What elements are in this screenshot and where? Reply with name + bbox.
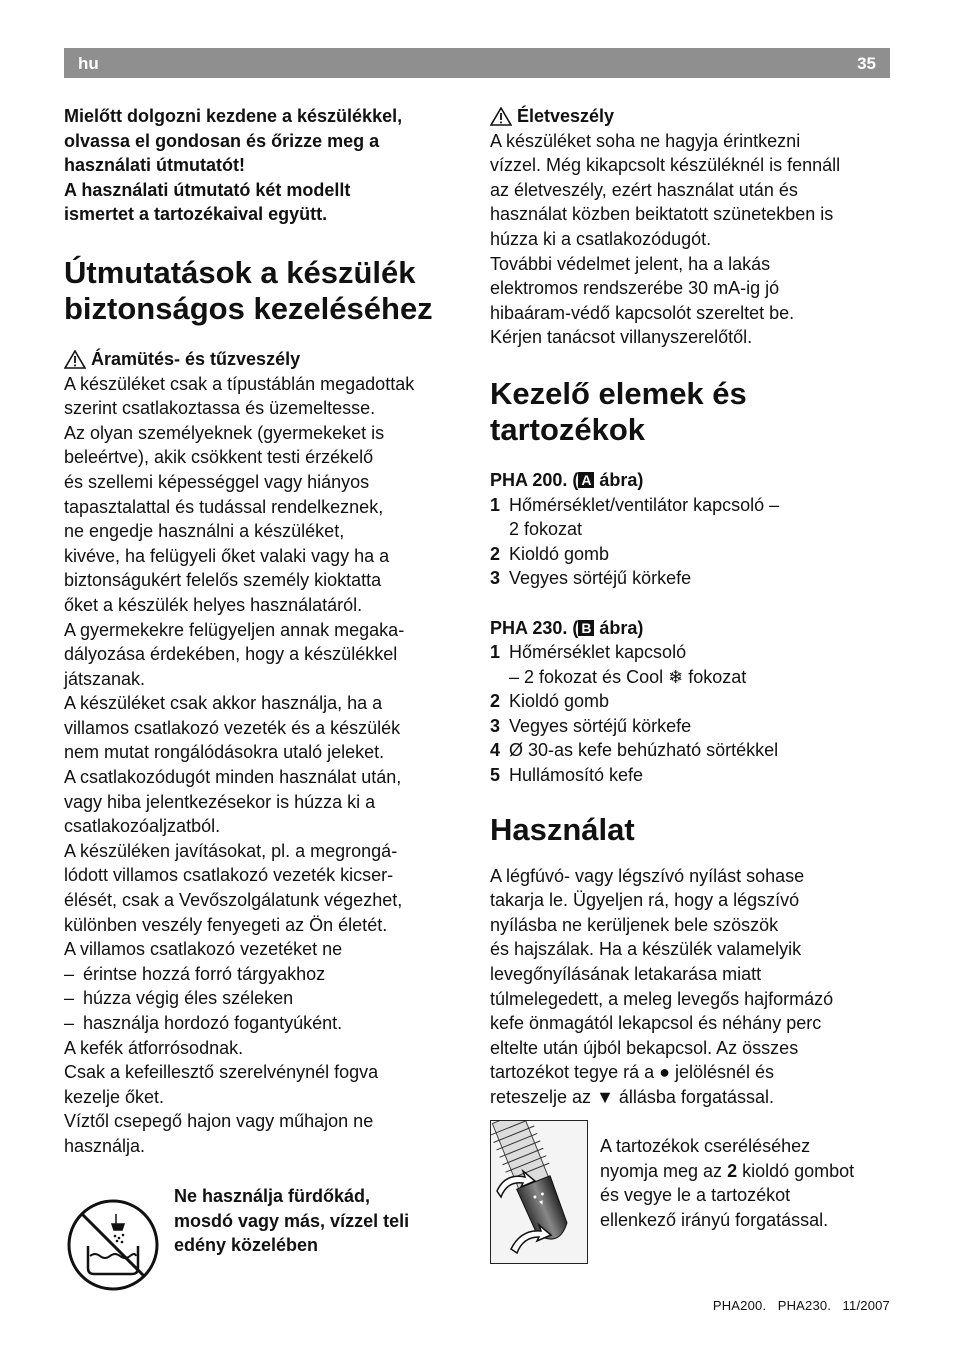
pha200-label-post: ábra) (594, 469, 644, 490)
body-line: játszanak. (64, 668, 146, 689)
body-line: Az olyan személyeknek (gyermekeket is (64, 422, 385, 443)
usage-title: Használat (490, 811, 635, 847)
intro-line: használati útmutatót! (64, 155, 246, 176)
body-line (490, 1060, 892, 1085)
body-line: különben veszély fenyegeti az Ön életét. (64, 914, 388, 935)
item-number: 2 (490, 691, 501, 712)
item-text: Vegyes sörtéjű körkefe (509, 568, 692, 589)
item-text: Ø 30-as kefe behúzható sörtékkel (509, 740, 779, 761)
list-item: – húzza végig éles széleken (64, 986, 464, 1011)
dot-marker-icon: ● (659, 1062, 670, 1083)
list-item (490, 738, 892, 763)
footer-model-date: PHA200. PHA230. 11/2007 (712, 1298, 890, 1313)
life-danger-warning-heading (490, 104, 892, 129)
body-line: A kefék átforrósodnak. (64, 1037, 244, 1058)
item-sub-pre: – 2 fokozat és Cool (509, 666, 669, 687)
item-text: 2 fokozat (509, 519, 583, 540)
brush-text-pre: nyomja meg az (600, 1160, 728, 1181)
body-line: eltelte után újból bekapcsol. Az összes (490, 1037, 799, 1058)
body-line: használat közben beiktatott szünetekben is (490, 204, 834, 225)
item-number: 5 (490, 765, 501, 786)
pha230-label-pre: PHA 230. ( (490, 617, 579, 638)
body-line: További védelmet jelent, ha a lakás (490, 253, 771, 274)
brush-text-post: kioldó gombot (737, 1160, 855, 1181)
body-line: tapasztalattal és tudással rendelkeznek, (64, 496, 384, 517)
body-line: Csak a kefeillesztő szerelvénynél fogva (64, 1062, 379, 1083)
usage-line9-post: jelölésnél és (669, 1062, 775, 1083)
controls-title (490, 376, 892, 448)
usage-line10-post: állásba forgatással. (613, 1087, 774, 1107)
bathtub-warning (174, 1184, 409, 1258)
item-number: 3 (490, 568, 501, 589)
list-item-text: érintse hozzá forró tárgyakhoz (83, 963, 326, 984)
body-line: kefe önmagától lekapcsol és néhány perc (490, 1013, 822, 1034)
list-item: – érintse hozzá forró tárgyakhoz (64, 962, 464, 987)
safety-body-2 (64, 1036, 464, 1159)
brush-change-illustration (490, 1120, 588, 1264)
brush-text-line: és vegye le a tartozékot (600, 1185, 791, 1206)
brush-drawing (491, 1121, 587, 1263)
body-line: villamos csatlakozó vezeték és a készülék (64, 717, 401, 738)
item-text: Kioldó gomb (509, 691, 610, 712)
pha230-label (490, 616, 892, 641)
item-number: 2 (490, 543, 501, 564)
shock-fire-warning-heading (64, 347, 464, 372)
warning-heading-text: Életveszély (517, 106, 615, 126)
intro-line: olvassa el gondosan és őrizze meg a (64, 130, 380, 151)
cord-dash-list (64, 962, 464, 1036)
release-button-number: 2 (727, 1160, 738, 1181)
warning-heading-text: Áramütés- és tűzveszély (91, 348, 301, 369)
body-line: nyílásba ne kerüljenek bele szöszök (490, 914, 779, 935)
body-line: A készüléket soha ne hagyja érintkezni (490, 130, 801, 151)
safety-body (64, 372, 464, 962)
list-item (490, 517, 892, 542)
pha230-label-post: ábra) (594, 617, 644, 638)
body-line: takarja le. Ügyeljen rá, hogy a légszívó (490, 890, 800, 911)
list-item-sub (490, 665, 892, 690)
usage-line10-pre: reteszelje az (490, 1087, 597, 1107)
body-line: használja. (64, 1135, 146, 1156)
body-line (490, 1085, 892, 1110)
body-line: A készüléket csak akkor használja, ha a (64, 693, 383, 714)
left-column (64, 104, 464, 1159)
brush-text-line: A tartozékok cseréléséhez (600, 1136, 811, 1156)
life-danger-body (490, 129, 892, 350)
brush-text-line: ellenkező irányú forgatással. (600, 1209, 829, 1230)
safety-title-line: biztonságos kezeléséhez (64, 290, 433, 326)
body-line: kivéve, ha felügyeli őket valaki vagy ha a (64, 545, 390, 566)
list-item (490, 493, 892, 518)
pha200-label-pre: PHA 200. ( (490, 469, 579, 490)
list-item: 1 Hőmérséklet kapcsoló (490, 640, 892, 665)
figure-letter-b: B (578, 620, 594, 636)
body-line: A villamos csatlakozó vezetéket ne (64, 939, 343, 960)
brush-change-instructions (600, 1134, 854, 1232)
item-number: 4 (490, 740, 501, 761)
usage-body (490, 864, 892, 1110)
warning-triangle-icon (64, 350, 86, 369)
bathtub-warning-line: mosdó vagy más, vízzel teli (174, 1210, 410, 1231)
brush-text-line (600, 1159, 854, 1184)
body-line: Kérjen tanácsot villanyszerelőtől. (490, 327, 753, 348)
intro-line: ismertet a tartozékaival együtt. (64, 204, 328, 225)
body-line: Víztől csepegő hajon vagy műhajon ne (64, 1111, 374, 1132)
no-bathtub-icon (66, 1198, 160, 1292)
body-line: és szellemi képességgel vagy hiányos (64, 471, 370, 492)
body-line: vízzel. Még kikapcsolt készüléknél is fennáll (490, 155, 841, 176)
header-bar (64, 48, 890, 78)
item-text: Hullámosító kefe (509, 765, 644, 786)
safety-title-line: Útmutatások a készülék (64, 254, 416, 290)
intro-text (64, 104, 464, 227)
item-number: 3 (490, 715, 501, 736)
body-line: A készüléket csak a típustáblán megadottak (64, 373, 415, 394)
body-line: elektromos rendszerébe 30 mA-ig jó (490, 278, 780, 299)
body-line: kezelje őket. (64, 1086, 165, 1107)
body-line: ne engedje használni a készüléket, (64, 521, 345, 542)
snowflake-icon: ❄ (668, 666, 684, 687)
lock-triangle-icon: ▼ (596, 1087, 614, 1107)
body-line: A légfúvó- vagy légszívó nyílást sohase (490, 865, 805, 886)
figure-letter-a: A (578, 472, 594, 488)
controls-title-line: tartozékok (490, 411, 646, 447)
body-line: hibaáram-védő kapcsolót szereltet be. (490, 302, 795, 323)
body-line: vagy hiba jelentkezésekor is húzza ki a (64, 791, 376, 812)
list-item (490, 689, 892, 714)
body-line: csatlakozóaljzatból. (64, 816, 221, 837)
body-line: szerint csatlakoztassa és üzemeltesse. (64, 398, 376, 419)
page-number: 35 (857, 54, 876, 73)
warning-triangle-icon (490, 107, 512, 126)
intro-line: Mielőtt dolgozni kezdene a készülékkel, (64, 106, 403, 126)
body-line: dályozása érdekében, hogy a készülékkel (64, 644, 398, 665)
body-line: A gyermekekre felügyeljen annak megaka- (64, 619, 405, 640)
pha200-list (490, 493, 892, 591)
item-sub-post: fokozat (683, 666, 747, 687)
list-item (490, 714, 892, 739)
bathtub-warning-line: Ne használja fürdőkád, (174, 1186, 371, 1206)
pha230-list (490, 640, 892, 788)
body-line: levegőnyílásának letakarása miatt (490, 964, 762, 985)
intro-line: A használati útmutató két modellt (64, 179, 351, 200)
list-item (490, 542, 892, 567)
body-line: lódott villamos csatlakozó vezeték kicser- (64, 865, 394, 886)
body-line: őket a készülék helyes használatáról. (64, 594, 363, 615)
body-line: húzza ki a csatlakozódugót. (490, 228, 712, 249)
list-item (490, 566, 892, 591)
body-line: nem mutat rongálódásokra utaló jeleket. (64, 742, 385, 763)
bathtub-warning-line: edény közelében (174, 1235, 319, 1256)
list-item-text: használja hordozó fogantyúként. (83, 1013, 343, 1033)
item-text: Vegyes sörtéjű körkefe (509, 715, 692, 736)
item-number: 1 (490, 494, 501, 515)
body-line: az életveszély, ezért használat után és (490, 179, 798, 200)
item-number (490, 517, 509, 542)
list-item: – használja hordozó fogantyúként. (64, 1011, 464, 1036)
item-text: Kioldó gomb (509, 543, 610, 564)
body-line: túlmelegedett, a meleg levegős hajformázó (490, 988, 834, 1009)
list-item (490, 763, 892, 788)
body-line: beleértve), akik csökkent testi érzékelő (64, 447, 374, 468)
language-code: hu (78, 54, 99, 73)
pha200-label (490, 468, 892, 493)
list-item-text: húzza végig éles széleken (83, 988, 294, 1009)
body-line: A készüléken javításokat, pl. a megrongá- (64, 840, 398, 861)
right-column (490, 104, 892, 1110)
body-line: biztonságukért felelős személy kioktatta (64, 570, 382, 591)
body-line: élését, csak a Vevőszolgálatunk végezhet, (64, 890, 403, 911)
usage-line9-pre: tartozékot tegye rá a (490, 1062, 660, 1083)
item-text: Hőmérséklet kapcsoló (509, 642, 687, 663)
body-line: A csatlakozódugót minden használat után, (64, 767, 402, 788)
item-text: Hőmérséklet/ventilátor kapcsoló – (509, 494, 780, 515)
safety-title (64, 255, 464, 327)
controls-title-line: Kezelő elemek és (490, 375, 747, 411)
body-line: és hajszálak. Ha a készülék valamelyik (490, 939, 802, 960)
